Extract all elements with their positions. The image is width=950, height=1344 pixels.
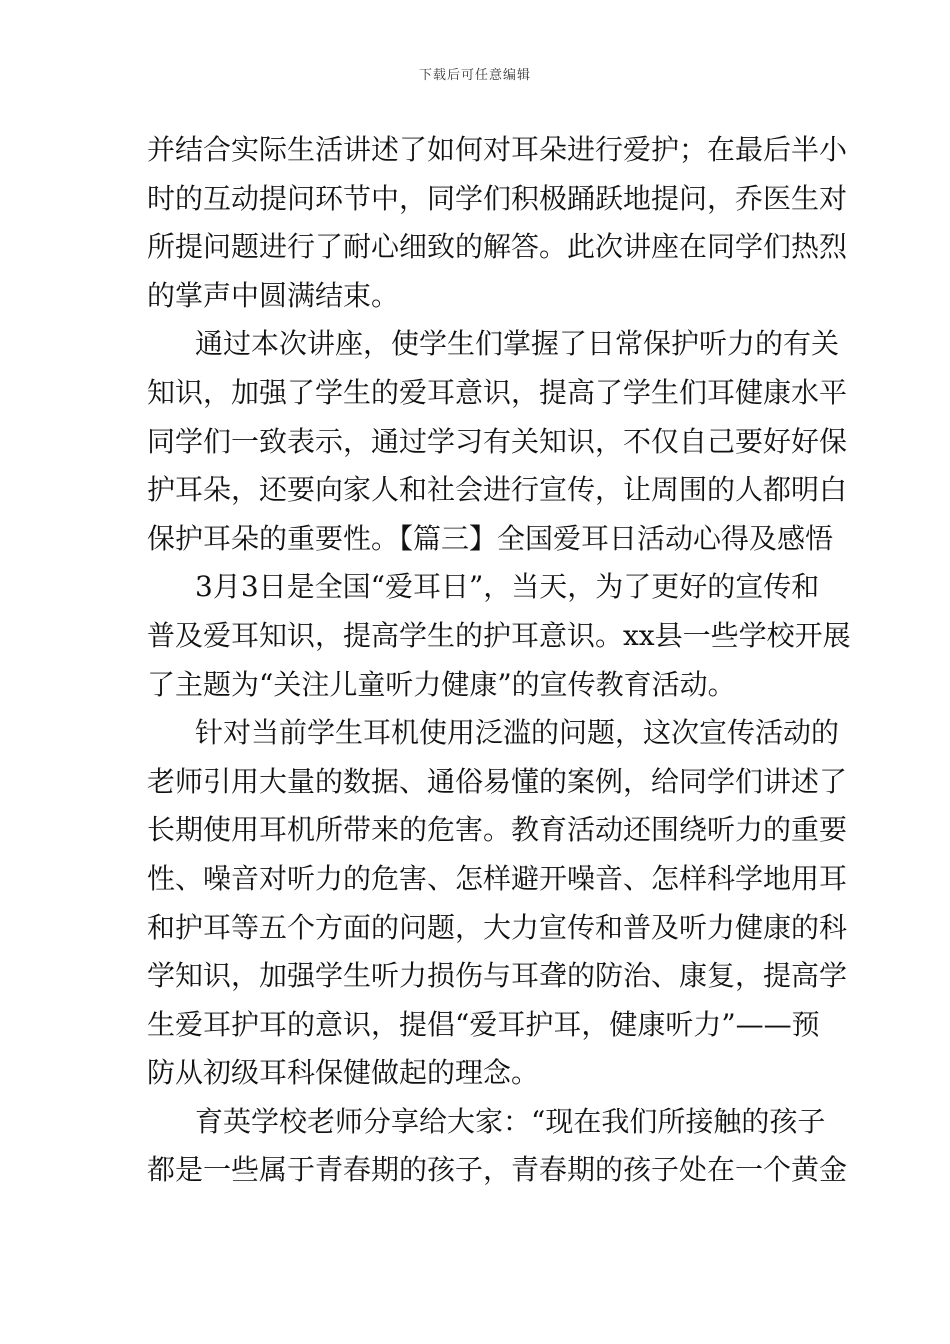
- text-line: 性、噪音对听力的危害、怎样避开噪音、怎样科学地用耳: [147, 861, 848, 895]
- text-line: 同学们一致表示，通过学习有关知识，不仅自己要好好保: [147, 424, 848, 458]
- text-line: 的掌声中圆满结束。: [147, 278, 400, 312]
- text-line: 通过本次讲座，使学生们掌握了日常保护听力的有关: [195, 327, 840, 361]
- document-body: [147, 126, 851, 1195]
- text-line: 保护耳朵的重要性。【篇三】全国爱耳日活动心得及感悟: [147, 521, 834, 555]
- text-line: 并结合实际生活讲述了如何对耳朵进行爱护；在最后半小: [147, 133, 848, 166]
- text-line: 了主题为“关注儿童听力健康”的宣传教育活动。: [147, 667, 736, 701]
- text-line: 生爱耳护耳的意识，提倡“爱耳护耳，健康听力”——预: [147, 1007, 820, 1041]
- text-line: 学知识，加强学生听力损伤与耳聋的防治、康复，提高学: [147, 959, 848, 993]
- text-line: 知识，加强了学生的爱耳意识，提高了学生们耳健康水平: [147, 375, 848, 409]
- text-line: 所提问题进行了耐心细致的解答。此次讲座在同学们热烈: [147, 230, 848, 264]
- text-line: 都是一些属于青春期的孩子，青春期的孩子处在一个黄金: [147, 1153, 848, 1187]
- text-line: 普及爱耳知识，提高学生的护耳意识。xx县一些学校开展: [147, 618, 851, 652]
- text-line: 长期使用耳机所带来的危害。教育活动还围绕听力的重要: [147, 813, 848, 847]
- text-line: 老师引用大量的数据、通俗易懂的案例，给同学们讲述了: [147, 764, 848, 798]
- text-line: 和护耳等五个方面的问题，大力宣传和普及听力健康的科: [147, 910, 848, 944]
- page-header: 下载后可任意编辑: [418, 68, 531, 83]
- text-line: 育英学校老师分享给大家：“现在我们所接触的孩子: [195, 1104, 826, 1138]
- text-line: 护耳朵，还要向家人和社会进行宣传，让周围的人都明白: [147, 473, 848, 507]
- text-line: 防从初级耳科保健做起的理念。: [147, 1056, 540, 1090]
- text-line: 时的互动提问环节中，同学们积极踊跃地提问，乔医生对: [147, 181, 848, 215]
- text-line: 3月3日是全国“爱耳日”，当天，为了更好的宣传和: [195, 570, 820, 604]
- text-line: 针对当前学生耳机使用泛滥的问题，这次宣传活动的: [195, 716, 840, 750]
